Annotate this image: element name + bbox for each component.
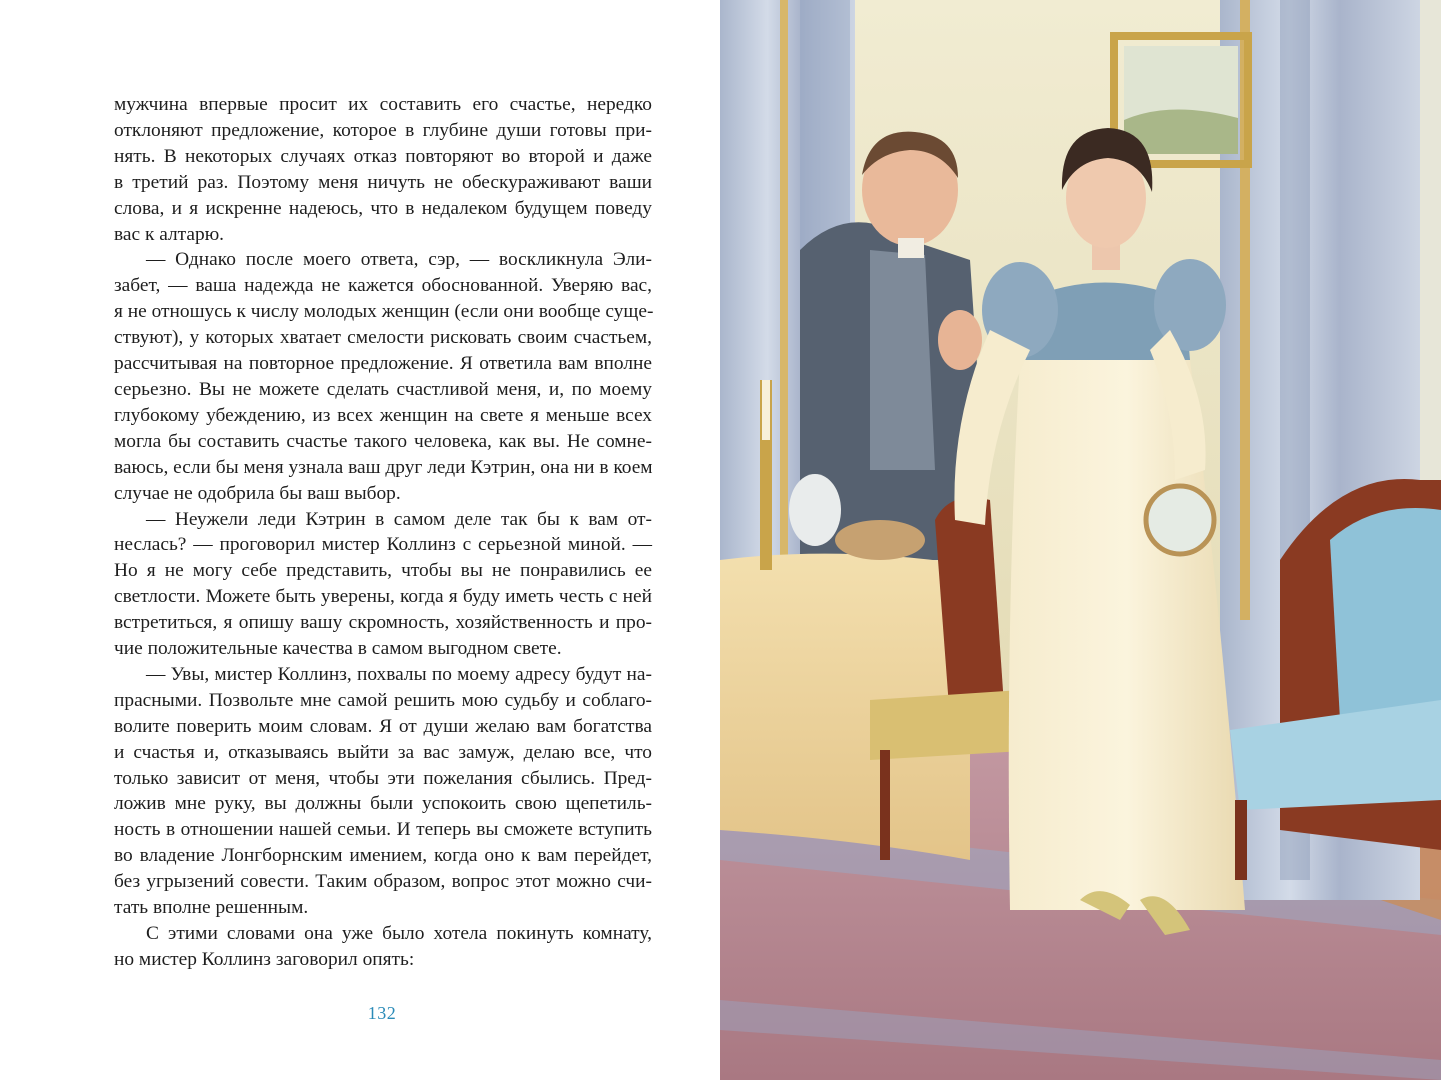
text-line: нять. В некоторых случаях отказ повторяют во второй и даже [114, 145, 652, 167]
text-line: случае не одобрила бы ваш выбор. [114, 482, 401, 504]
text-line: только зависит от меня, чтобы эти пожелания сбылись. Пред- [114, 767, 652, 789]
text-line: встретиться, я опишу вашу скромность, хозяйственность и про- [114, 612, 652, 634]
text-line: могла бы составить счастье такого человека, как вы. Не сомне- [114, 430, 652, 452]
text-line: глубокому убеждению, из всех женщин на свете я меньше всех [114, 404, 652, 426]
text-line: забет, — ваша надежда не кажется обоснованной. Уверяю вас, [114, 275, 652, 297]
gentleman-waistcoat [870, 250, 935, 470]
left-page [0, 0, 720, 1080]
text-line: тать вполне решенным. [114, 897, 309, 919]
text-line: и счастья и, отказываясь выйти за вас замуж, делаю все, что [114, 741, 652, 763]
armchair-leg [1235, 800, 1247, 880]
text-line: без угрызений совести. Таким образом, вопрос этот можно счи- [114, 871, 652, 893]
text-line: — Однако после моего ответа, сэр, — воскликнула Эли- [146, 249, 652, 271]
text-line: — Увы, мистер Коллинз, похвалы по моему адресу будут на- [146, 663, 652, 685]
gentleman-collar [898, 238, 924, 258]
text-line: рассчитывая на повторное предложение. Я ответила вам вполне [114, 353, 652, 375]
text-line: в третий раз. Поэтому меня ничуть не обескураживают ваши [114, 171, 652, 193]
armchair-back [1330, 508, 1441, 720]
text-line: ложив мне руку, вы должны были успокоить свою щепетиль- [114, 793, 652, 815]
text-line: отклоняют предложение, которое в глубине души готовы при- [114, 119, 652, 141]
text-line: мужчина впервые просит их составить его счастье, нередко [114, 94, 652, 115]
gentleman-hand [938, 310, 982, 370]
text-line: светлости. Можете быть уверены, когда я буду иметь честь с ней [114, 586, 652, 608]
sewing-box [835, 520, 925, 560]
text-line: ваюсь, если бы меня узнала ваш друг леди Кэтрин, она ни в коем [114, 456, 653, 478]
text-line: ность в отношении нашей семьи. И теперь вы сможете вступить [114, 819, 652, 841]
text-line: чие положительные качества в самом выгодном свете. [114, 638, 562, 660]
candle [762, 380, 770, 440]
body-text [114, 92, 652, 973]
text-line: слова, и я искренне надеюсь, что в недалеком будущем поведу [114, 197, 652, 219]
embroidery-hoop [1146, 486, 1214, 554]
flower-vase [789, 474, 841, 546]
text-line: волите поверить моим словам. Я от души желаю вам богатства [114, 715, 652, 737]
text-line: неслась? — проговорил мистер Коллинз с серьезной миной. — [114, 534, 652, 556]
illustration-page [720, 0, 1441, 1080]
text-line: Но я не могу себе представить, чтобы вы не понравились ее [114, 560, 652, 582]
text-line: серьезно. Вы не можете сделать счастливой меня, и, по моему [114, 378, 652, 400]
watercolor-illustration [720, 0, 1441, 1080]
tassel-left [780, 0, 788, 560]
chair-leg [880, 750, 890, 860]
text-line: во владение Лонгборнским имением, когда оно к вам перейдет, [114, 845, 652, 867]
text-line: но мистер Коллинз заговорил опять: [114, 948, 415, 970]
text-line: С этими словами она уже было хотела покинуть комнату, [146, 923, 652, 944]
text-line: ствуют), у которых хватает смелости рисковать своим счастьем, [114, 327, 652, 349]
text-line: вас к алтарю. [114, 223, 225, 245]
text-line: прасными. Позвольте мне самой решить мою судьбу и соблаго- [114, 689, 652, 711]
page-number: 132 [367, 1003, 397, 1023]
text-line: — Неужели леди Кэтрин в самом деле так бы к вам от- [146, 508, 652, 530]
text-line: я не отношусь к числу молодых женщин (если они вообще суще- [114, 301, 654, 323]
